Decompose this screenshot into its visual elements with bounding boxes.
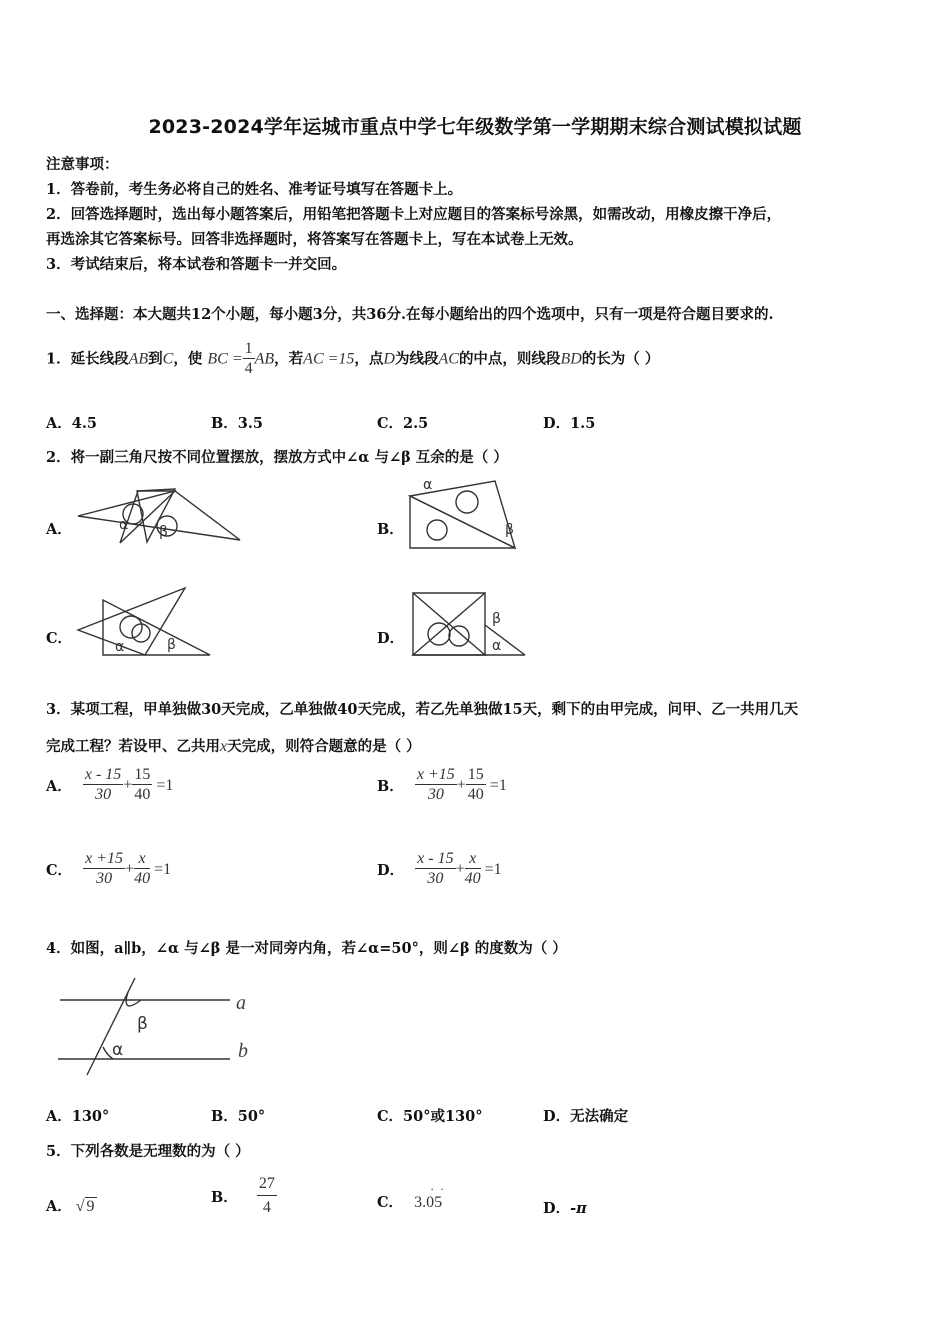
q4-option-b[interactable]: B．50° (211, 1108, 266, 1125)
q3b-eq: =1 (489, 776, 507, 794)
q3b-plus: + (456, 776, 466, 794)
q5c-value: 3.05 (414, 1194, 443, 1211)
q2d-slant (485, 625, 525, 655)
q5b-fraction (257, 1173, 277, 1220)
q3a-n2: 15 (134, 766, 151, 783)
q3-line2a: 完成工程？若设甲、乙共用 (46, 738, 220, 755)
q5b-num: 27 (257, 1173, 277, 1196)
q5c-repeating (414, 1182, 451, 1212)
q5a-value: 9 (86, 1198, 95, 1215)
q3a-plus: + (123, 776, 133, 794)
q5d-value: -π (570, 1200, 587, 1217)
q3d-n2: x (465, 850, 481, 869)
q3c-d1: 30 (96, 870, 113, 887)
q1-option-b[interactable]: B．3.5 (211, 415, 263, 432)
q4-arc-beta (126, 992, 141, 1006)
q1-if: ，若 (274, 350, 304, 368)
q3c-plus: + (125, 860, 135, 878)
sqrt-icon: √ (75, 1198, 85, 1215)
q3-option-a[interactable] (46, 766, 173, 805)
q4-option-c[interactable]: C．50°或130° (377, 1108, 483, 1125)
q3d-frac-1 (415, 850, 455, 889)
q3b-frac-1 (415, 766, 457, 805)
q3d-plus: + (455, 860, 465, 878)
q5d-label: D． (543, 1200, 571, 1217)
q2c-alpha: α (115, 639, 125, 655)
q4-beta: β (137, 1014, 148, 1034)
q1-make: ，使 (173, 350, 203, 368)
q2b-circle-1 (456, 491, 478, 513)
q1-tail: 的长为（ ） (581, 350, 660, 368)
q3c-frac-1 (83, 850, 125, 889)
q2b-circle-2 (427, 520, 447, 540)
q3c-n1: x +15 (85, 850, 124, 867)
question-5: 5．下列各数是无理数的为（ ） (46, 1143, 250, 1160)
q2d-circle-1 (428, 623, 450, 645)
q2-option-d[interactable]: D． (377, 630, 405, 647)
q1-prefix: 1．延长线段 (46, 350, 129, 368)
q2-option-c[interactable]: C． (46, 630, 73, 647)
q3c-label: C． (46, 862, 73, 879)
q4-option-d[interactable]: D．无法确定 (543, 1108, 629, 1125)
q3-option-d[interactable] (377, 850, 502, 889)
question-3-line-1: 3．某项工程，甲单独做30天完成，乙单独做40天完成，若乙先单独做15天，剩下的由甲完成，问甲、乙一共用几天 (46, 701, 799, 718)
notice-item-2b: 再选涂其它答案标号。回答非选择题时，将答案写在答题卡上，写在本试卷上无效。 (46, 231, 583, 248)
q1-d: D (383, 350, 395, 368)
q2a-alpha: α (119, 517, 129, 533)
q1-ac-eq: AC =15 (303, 350, 355, 368)
q3-x: x (220, 738, 228, 755)
q3c-n2: x (134, 850, 150, 869)
q2-figure-a (75, 486, 245, 546)
q2d-alpha: α (492, 638, 502, 654)
q1-ab2: AB (254, 350, 275, 368)
q1-to: 到 (148, 350, 163, 368)
q3a-d2: 40 (134, 786, 151, 803)
q5-option-a[interactable] (46, 1195, 97, 1216)
question-3-line-2 (46, 735, 421, 756)
q3a-n1: x - 15 (84, 766, 122, 783)
q3b-frac-2 (466, 766, 486, 805)
q4-label-a: a (236, 992, 246, 1014)
q2-figure-c (75, 585, 215, 660)
q3d-label: D． (377, 862, 405, 879)
q5-option-c[interactable] (377, 1182, 451, 1212)
q2b-beta: β (505, 522, 514, 538)
q5-option-d[interactable] (543, 1197, 587, 1218)
q3b-d1: 30 (427, 786, 444, 803)
q3b-d2: 40 (467, 786, 484, 803)
q2-figure-b (405, 476, 525, 551)
q3-option-c[interactable] (46, 850, 171, 889)
q4-label-b: b (238, 1040, 248, 1062)
q2b-triangle-2 (410, 496, 515, 548)
q4-alpha: α (112, 1040, 124, 1060)
q5b-den: 4 (262, 1199, 271, 1216)
q1-frac-num: 1 (244, 340, 253, 357)
q3c-frac-2 (134, 850, 150, 889)
question-4: 4．如图，a∥b，∠α 与∠β 是一对同旁内角，若∠α=50°，则∠β 的度数为（ ） (46, 940, 567, 957)
q5c-label: C． (377, 1194, 404, 1211)
q3d-eq: =1 (484, 860, 502, 878)
q1-ab: AB (128, 350, 149, 368)
q1-bd: BD (560, 350, 582, 368)
q3a-frac-1 (83, 766, 123, 805)
q1-bc-eq: BC = (207, 350, 243, 368)
question-1 (46, 340, 659, 379)
notice-item-1: 1．答卷前，考生务必将自己的姓名、准考证号填写在答题卡上。 (46, 181, 463, 198)
q1-option-d[interactable]: D．1.5 (543, 415, 596, 432)
section-heading: 一、选择题：本大题共12个小题，每小题3分，共36分.在每小题给出的四个选项中，只有一项是符合题目要求的. (46, 306, 774, 323)
q5a-label: A． (46, 1198, 72, 1215)
question-2: 2．将一副三角尺按不同位置摆放，摆放方式中∠α 与∠β 互余的是（ ） (46, 449, 508, 466)
q3a-d1: 30 (95, 786, 112, 803)
q3d-d2: 40 (464, 870, 481, 887)
q3a-eq: =1 (156, 776, 174, 794)
q1-point: ，点 (354, 350, 384, 368)
notice-item-3: 3．考试结束后，将本试卷和答题卡一并交回。 (46, 256, 347, 273)
q3a-label: A． (46, 778, 72, 795)
q2-figure-d (405, 585, 530, 660)
notice-heading: 注意事项： (46, 156, 119, 173)
q3d-frac-2 (465, 850, 481, 889)
q1-option-a[interactable]: A．4.5 (46, 415, 97, 432)
q1-mid: 为线段 (394, 350, 439, 368)
q3d-n1: x - 15 (417, 850, 454, 867)
page-title: 2023-2024学年运城市重点中学七年级数学第一学期期末综合测试模拟试题 (148, 116, 802, 138)
q4-option-a[interactable]: A．130° (46, 1108, 110, 1125)
q1-ac: AC (438, 350, 459, 368)
q3-option-b[interactable] (377, 766, 507, 805)
q5b-label: B． (211, 1189, 238, 1206)
q2c-beta: β (167, 637, 176, 653)
q2b-alpha: α (423, 477, 433, 493)
q3c-d2: 40 (134, 870, 151, 887)
notice-item-2a: 2．回答选择题时，选出每小题答案后，用铅笔把答题卡上对应题目的答案标号涂黑，如需改动，用橡皮擦干净后， (46, 206, 782, 223)
q3b-label: B． (377, 778, 404, 795)
q3b-n2: 15 (467, 766, 484, 783)
q1-c: C (162, 350, 174, 368)
q5-option-b[interactable] (211, 1173, 277, 1220)
q1-option-c[interactable]: C．2.5 (377, 415, 429, 432)
q3c-eq: =1 (154, 860, 172, 878)
repeat-dots-icon: ·· (430, 1182, 451, 1196)
q4-figure (55, 975, 270, 1080)
q2d-beta: β (492, 611, 501, 627)
q3b-n1: x +15 (416, 766, 455, 783)
q1-mid2: 的中点，则线段 (458, 350, 561, 368)
q1-frac-den: 4 (244, 360, 253, 377)
q2-option-a[interactable]: A． (46, 521, 72, 538)
q3a-frac-2 (132, 766, 152, 805)
q2a-beta: β (159, 524, 168, 540)
q2d-circle-2 (449, 626, 469, 646)
q2-option-b[interactable]: B． (377, 521, 404, 538)
q1-fraction (243, 340, 255, 379)
q3d-d1: 30 (427, 870, 444, 887)
q3-line2b: 天完成，则符合题意的是（ ） (227, 738, 421, 755)
q2c-circle-1 (120, 616, 142, 638)
